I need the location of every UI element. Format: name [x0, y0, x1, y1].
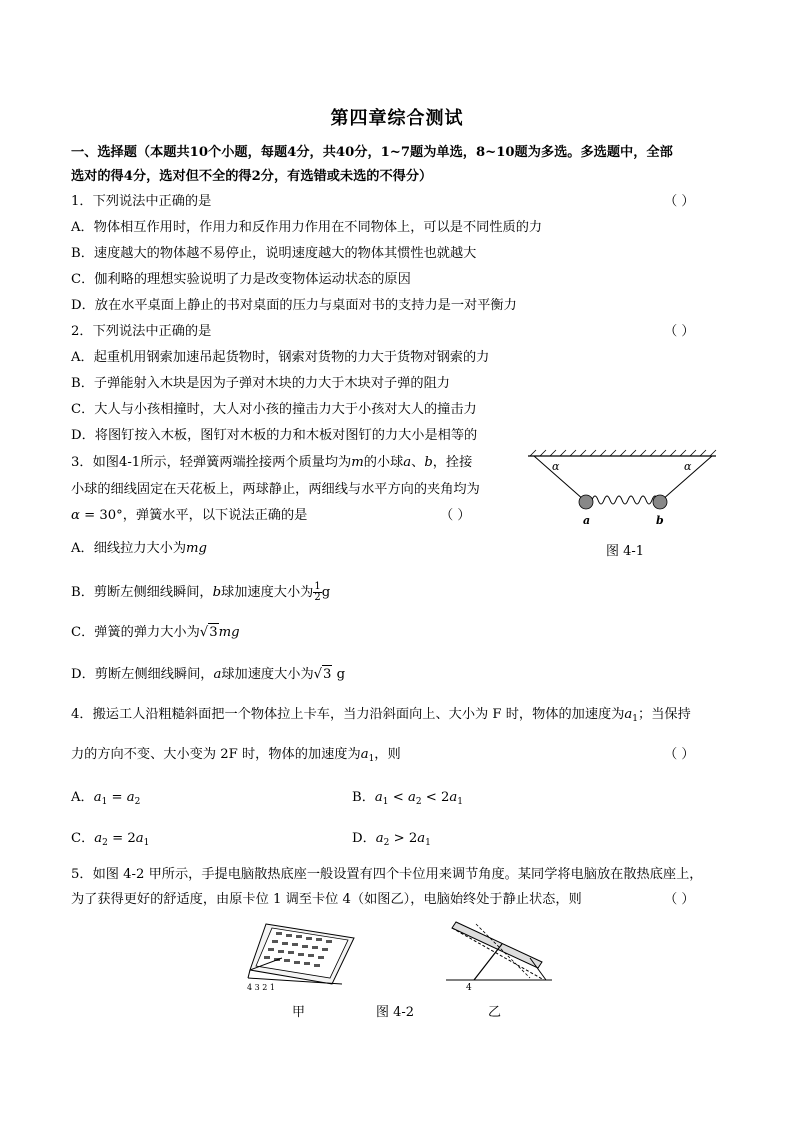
q3-option-c: C．弹簧的弹力大小为√3mg [71, 625, 240, 640]
q2-option-d: D．将图钉按入木板，图钉对木板的力和木板对图钉的力大小是相等的 [71, 428, 478, 443]
figure-yi-caption: 乙 [488, 1005, 502, 1020]
ball-b [653, 495, 667, 509]
q4-option-b: B．$a_1 < a_2 < 2a_1$ [352, 790, 463, 807]
q3-stem-line2: 小球的细线固定在天花板上，两球静止，两细线与水平方向的夹角均为 [71, 482, 480, 497]
section-header-line1: 一、选择题（本题共10个小题，每题4分，共40分，1~7题为单选，8~10题为多选。多选题中，全部 [71, 145, 673, 160]
figure-jia-caption: 甲 [292, 1005, 306, 1020]
q1-stem: 1．下列说法中正确的是 [71, 194, 212, 209]
angle-left-label: α [552, 460, 560, 473]
q1-option-b: B．速度越大的物体越不易停止，说明速度越大的物体其惯性也就越大 [71, 246, 477, 261]
q1-option-c: C．伽利略的理想实验说明了力是改变物体运动状态的原因 [71, 272, 411, 287]
slot-4-label: 4 [466, 983, 472, 992]
figure-4-2-yi [446, 918, 556, 992]
ball-a-label: a [583, 514, 591, 527]
q4-option-a: A．$a_1 = a_2$ [71, 790, 141, 807]
figure-4-2-jia [246, 918, 366, 992]
page-title: 第四章综合测试 [330, 108, 464, 129]
section-header-line2: 选对的得4分，选对但不全的得2分，有选错或未选的不得分） [71, 169, 433, 184]
figure-4-2-caption: 图 4-2 [376, 1005, 415, 1020]
q3-stem-line3: α = 30°，弹簧水平，以下说法正确的是 [71, 508, 308, 523]
q5-stem-line2: 为了获得更好的舒适度，由原卡位 1 调至卡位 4（如图乙），电脑始终处于静止状态，则 [71, 892, 582, 907]
q2-answer-paren: （ ） [664, 324, 695, 339]
q3-option-a: A．细线拉力大小为mg [71, 541, 207, 556]
q4-option-c: C．$a_2 = 2a_1$ [71, 831, 150, 848]
figure-4-1-caption: 图 4-1 [606, 544, 645, 559]
ball-a [579, 495, 593, 509]
fraction-one-half: $\frac{1}{2}$ [314, 581, 321, 603]
q5-stem-line1: 5．如图 4-2 甲所示，手提电脑散热底座一般设置有四个卡位用来调节角度。某同学将电脑放在散热底座上， [71, 867, 703, 882]
figure-4-1 [522, 448, 722, 534]
q1-option-d: D．放在水平桌面上静止的书对桌面的压力与桌面对书的支持力是一对平衡力 [71, 298, 517, 313]
q4-stem-line2: 力的方向不变、大小变为 2F 时，物体的加速度为$a_1$，则 [71, 747, 401, 764]
slot-labels: 4 3 2 1 [247, 983, 275, 992]
q3-stem-line1: 3．如图4-1所示，轻弹簧两端拴接两个质量均为m的小球a、b，拴接 [71, 455, 473, 470]
q2-option-a: A．起重机用钢索加速吊起货物时，钢索对货物的力大于货物对钢索的力 [71, 350, 490, 365]
q5-answer-paren: （ ） [664, 892, 695, 907]
spring [592, 496, 658, 504]
angle-right-label: α [684, 460, 692, 473]
laptop-base [452, 922, 542, 968]
q3-option-b: B．剪断左侧细线瞬间，b球加速度大小为 $\frac{1}{2}$ g [71, 581, 331, 603]
q1-answer-paren: （ ） [664, 194, 695, 209]
q2-option-b: B．子弹能射入木块是因为子弹对木块的力大于木块对子弹的阻力 [71, 376, 450, 391]
q3-option-d: D．剪断左侧细线瞬间，a球加速度大小为√3 g [71, 667, 346, 682]
q2-option-c: C．大人与小孩相撞时，大人对小孩的撞击力大于小孩对大人的撞击力 [71, 402, 477, 417]
q4-stem-line1: 4．搬运工人沿粗糙斜面把一个物体拉上卡车，当力沿斜面向上、大小为 F 时，物体的加速度为$a_1$；当保持 [71, 707, 691, 724]
q2-stem: 2．下列说法中正确的是 [71, 324, 212, 339]
q1-option-a: A．物体相互作用时，作用力和反作用力作用在不同物体上，可以是不同性质的力 [71, 220, 543, 235]
q3-answer-paren: （ ） [440, 508, 471, 523]
ceiling-hatch [530, 450, 716, 456]
q4-answer-paren: （ ） [664, 747, 695, 762]
q4-option-d: D．$a_2 > 2a_1$ [352, 831, 431, 848]
ball-b-label: b [656, 514, 664, 527]
